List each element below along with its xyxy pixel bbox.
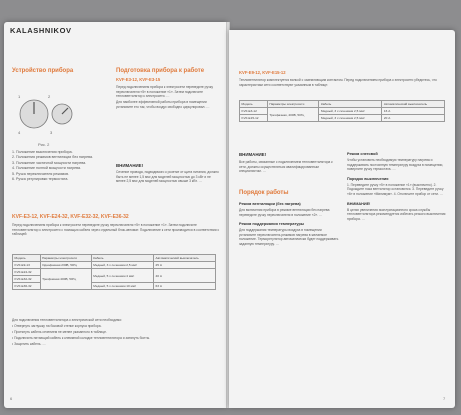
footer-paragraph: • Протянуть кабель сечением не менее указанного в таблице. bbox=[12, 330, 107, 335]
table-cell: KVF-E15-12 bbox=[240, 115, 268, 122]
brand-logo: KALASHNIKOV bbox=[10, 26, 72, 35]
section-heading-device: Устройство прибора bbox=[12, 68, 74, 74]
work-paragraph: 1. Переведите ручку «5» в положение «1» (выключено). 2. Подождите пока вентилятор остановится. 3. Переведите ручку «6» в положение «Минимум». 4. Отключите прибор от сети. … bbox=[347, 182, 444, 196]
table-cell: 16 А bbox=[382, 108, 445, 115]
prep-text bbox=[116, 85, 220, 111]
spec-table-right bbox=[239, 100, 445, 122]
table-row bbox=[240, 108, 445, 115]
table-cell: 20 А bbox=[382, 115, 445, 122]
work-subheading: Режим снеговой bbox=[347, 152, 378, 156]
prep-model-list: KVF-E3-12, KVF-E3-15 bbox=[116, 77, 161, 82]
svg-text:2: 2 bbox=[48, 94, 51, 99]
page-number-right: 7 bbox=[443, 396, 446, 401]
table-cell: Трехфазная 400В, 50Гц bbox=[40, 269, 91, 290]
table-header-cell: Модель bbox=[13, 255, 41, 262]
table-header-cell: Автоматический выключатель bbox=[154, 255, 216, 262]
parts-list-item: 3. Положение частичной мощности нагрева. bbox=[12, 160, 87, 165]
table-cell: Медный, 3 х сечением 2,5 мм² bbox=[91, 262, 153, 269]
table-header-row bbox=[240, 101, 445, 108]
svg-text:1: 1 bbox=[18, 94, 21, 99]
section-heading-prep: Подготовка прибора к работе bbox=[116, 68, 205, 74]
work-subheading: Порядок выключения bbox=[347, 176, 389, 181]
table-row bbox=[13, 269, 216, 276]
work-paragraph: Чтобы установить необходимую температуру нагрева и поддерживать постоянную температуру воздуха в помещении, поверните ручку термостата. … bbox=[347, 158, 444, 172]
footer-text-left bbox=[12, 318, 220, 348]
table-header-row bbox=[13, 255, 216, 262]
work-column-1 bbox=[239, 202, 339, 247]
table-cell: Однофазная 230В, 50Гц bbox=[40, 262, 91, 269]
page-left bbox=[4, 22, 227, 408]
table-cell: 25 А bbox=[154, 262, 216, 269]
page-right bbox=[229, 30, 455, 408]
work-subheading: ВНИМАНИЕ! bbox=[347, 201, 371, 206]
parts-list-item: 5. Ручка переключателя режимов. bbox=[12, 171, 70, 176]
table-cell: 40 А bbox=[154, 269, 216, 283]
parts-list-item: 6. Ручка регулировки термостата. bbox=[12, 177, 69, 182]
table-cell: 63 А bbox=[154, 283, 216, 290]
work-subheading: Режим вентиляции (без нагрева) bbox=[239, 202, 301, 206]
table-header-cell: Кабель bbox=[91, 255, 153, 262]
parts-list bbox=[12, 150, 112, 182]
footer-paragraph: Для подключения тепловентилятора к электрической сети необходимо: bbox=[12, 318, 122, 322]
intro-heading-right: KVF-E9-12, KVF-E15-12 bbox=[239, 70, 286, 75]
table-cell: Трехфазная, 400В, 50Гц bbox=[267, 108, 319, 122]
table-cell: Медный, 3 х сечением 2,5 мм² bbox=[319, 108, 382, 115]
work-paragraph: В целях увеличения эксплуатационного срока службы тепловентилятора рекомендуется избегать резкого выключения прибора. … bbox=[347, 207, 446, 221]
models-heading: KVF-E3-12, KVF-E24-32, KVF-E32-32, KVF-E36-32 bbox=[12, 214, 129, 220]
models-text: Перед подключением прибора к электросети переведите ручку переключателя «5» в положение «1». Затем подключите тепловентилятор к электросети с помощью кабеля через отдельный блок-автомат. Подключение к сети производится в соответствии с таблицей: bbox=[12, 223, 220, 237]
spec-table-left bbox=[12, 254, 216, 290]
table-cell: Медный, 5 х сечением 4 мм² bbox=[91, 269, 153, 283]
intro-text-right: Тепловентилятор комплектуется вилкой с заземляющим контактом. Перед подключением прибора к электросети убедитесь, что характеристики сети соответствуют указанным в таблице: bbox=[239, 78, 437, 87]
table-cell: Медный, 3 х сечением 2,5 мм² bbox=[319, 115, 382, 122]
table-cell: Медный, 5 х сечением 10 мм² bbox=[91, 283, 153, 290]
page-number-left: 6 bbox=[10, 396, 13, 401]
footer-paragraph: • Защитить кабель. … bbox=[12, 342, 46, 347]
parts-list-item: 1. Положение выключения прибора. bbox=[12, 150, 73, 154]
warning-title-left: ВНИМАНИЕ! bbox=[116, 163, 144, 168]
prep-paragraph: Для наиболее эффективной работы прибора в помещении установите его так, чтобы воздух свободно циркулировал. … bbox=[116, 100, 210, 109]
figure-label: Рис. 2 bbox=[38, 142, 50, 147]
parts-list-item: 4. Положение полной мощности нагрева. bbox=[12, 166, 81, 171]
work-paragraph: Для включения прибора в режиме вентиляции без нагрева переведите ручку переключателя в положение «2». … bbox=[239, 208, 330, 217]
table-row bbox=[13, 262, 216, 269]
parts-list-item: 2. Положения режимов вентиляции без нагрева. bbox=[12, 155, 94, 160]
table-header-cell: Модель bbox=[240, 101, 268, 108]
work-subheading: Режим поддержания температуры bbox=[239, 222, 305, 227]
footer-paragraph: • Отвернуть заглушку на боковой стенке корпуса прибора. bbox=[12, 324, 102, 329]
work-column-2 bbox=[347, 152, 447, 221]
table-header-cell: Параметры электросети bbox=[40, 255, 91, 262]
table-cell: KVF-E32-32 bbox=[13, 276, 41, 283]
table-cell: KVF-E24-32 bbox=[13, 269, 41, 276]
svg-text:3: 3 bbox=[50, 130, 53, 135]
table-cell: KVF-E3-12 bbox=[240, 108, 268, 115]
table-cell: KVF-E36-32 bbox=[13, 283, 41, 290]
table-header-cell: Кабель bbox=[319, 101, 382, 108]
prep-paragraph: Перед подключением прибора к электросети переведите ручку переключателя «5» в положение «1». Затем подключите тепловентилятор к электросети. … bbox=[116, 85, 213, 99]
section-heading-work: Порядок работы bbox=[239, 190, 289, 196]
warning-text-right: Все работы, связанные с подключением тепловентилятора к сети, должны осуществляться квалифицированным специалистом. … bbox=[239, 160, 333, 174]
table-cell: KVF-E9-13 bbox=[13, 262, 41, 269]
footer-paragraph: • Подключить питающий кабель к клеммной колодке тепловентилятора и затянуть болты. bbox=[12, 336, 150, 341]
warning-title-right: ВНИМАНИЕ! bbox=[239, 152, 267, 157]
svg-text:4: 4 bbox=[18, 130, 21, 135]
warning-text-left: Сечение провода, подводимого к розетке от щита питания, должно быть не менее 1,5 мм² для моделей мощностью до 3 кВт и не менее 2,5 мм² для моделей мощностью свыше 3 кВт. … bbox=[116, 170, 219, 184]
table-header-cell: Параметры электросети bbox=[267, 101, 319, 108]
work-paragraph: Для поддержания температуры воздуха в помещении установите переключатель режимов нагрева в желаемое положение. Терморегулятор автоматически будет поддерживать заданную температуру. … bbox=[239, 228, 339, 246]
table-header-cell: Автоматический выключатель bbox=[382, 101, 445, 108]
